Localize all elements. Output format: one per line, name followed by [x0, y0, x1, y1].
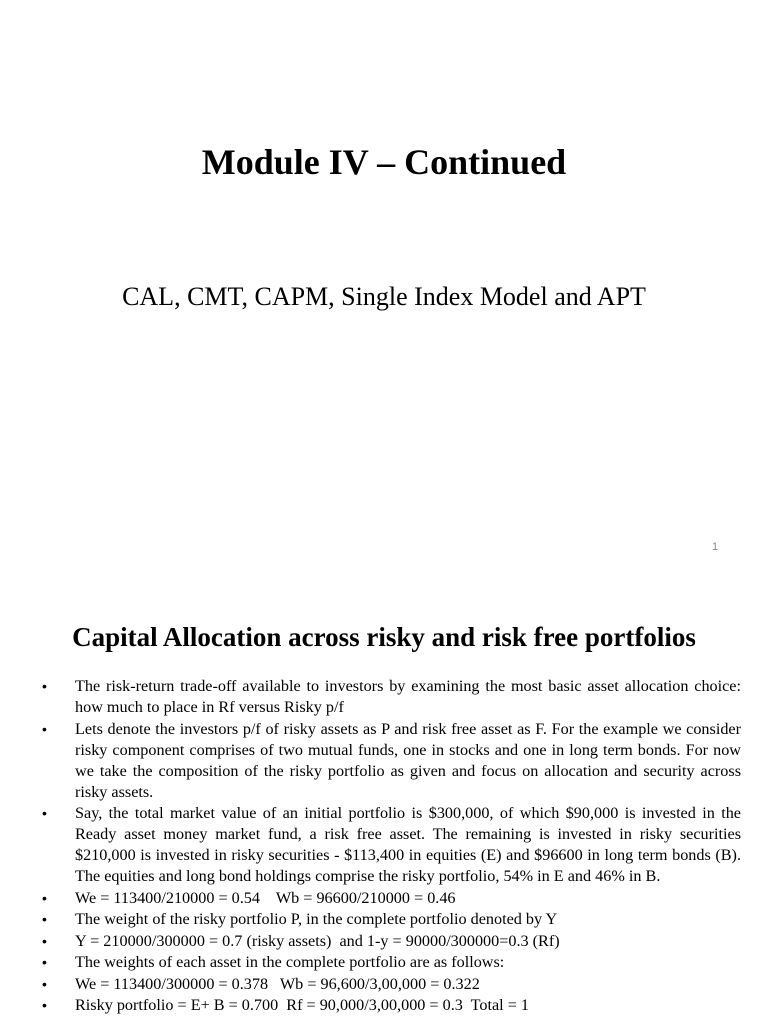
- bullet-item: [42, 974, 741, 995]
- slide-title: Module IV – Continued: [201, 142, 567, 182]
- bullet-text: The risk-return trade-off available to investors by examining the most basic asset allocation choice: how much to place in Rf versus Risky p/f: [75, 677, 741, 716]
- slide-heading: Capital Allocation across risky and risk free portfolios: [72, 622, 696, 652]
- bullet-marker: •: [42, 932, 47, 949]
- bullet-marker: •: [42, 911, 47, 927]
- bullet-item: [42, 995, 741, 1016]
- bullet-marker: •: [42, 975, 47, 992]
- bullet-marker: •: [42, 678, 47, 694]
- slide-2: [0, 576, 768, 1024]
- bullet-item: [42, 803, 741, 887]
- bullet-text: Risky portfolio = E+ B = 0.700 Rf = 90,000/3,00,000 = 0.3 Total = 1: [75, 996, 529, 1014]
- bullet-marker: •: [42, 997, 47, 1013]
- bullet-text: We = 113400/300000 = 0.378 Wb = 96,600/3,00,000 = 0.322: [75, 974, 480, 993]
- bullet-text: The weights of each asset in the complete portfolio are as follows:: [75, 953, 505, 971]
- bullet-marker: •: [42, 954, 47, 970]
- bullet-text: Lets denote the investors p/f of risky assets as P and risk free asset as F. For the example we consider risky component comprises of two mutual funds, one in stocks and one in long term bonds. For now we take the composition of the risky portfolio as given and focus on allocation and security across risky assets.: [75, 719, 741, 801]
- bullet-item: [42, 952, 741, 973]
- bullet-marker: •: [42, 805, 47, 821]
- bullet-marker: •: [42, 720, 47, 737]
- bullet-text: Y = 210000/300000 = 0.7 (risky assets) and 1-y = 90000/300000=0.3 (Rf): [75, 931, 560, 950]
- bullet-marker: •: [42, 889, 47, 906]
- bullet-item: [42, 931, 741, 952]
- bullet-text: The weight of the risky portfolio P, in the complete portfolio denoted by Y: [75, 910, 558, 928]
- bullet-item: [42, 676, 741, 718]
- bullet-item: [42, 719, 741, 803]
- bullet-item: [42, 888, 741, 909]
- bullet-list: [42, 676, 741, 1017]
- slide-subtitle: CAL, CMT, CAPM, Single Index Model and APT: [122, 282, 646, 311]
- slide-page-number: 1: [711, 541, 719, 553]
- bullet-item: [42, 909, 741, 930]
- bullet-text: Say, the total market value of an initial portfolio is $300,000, of which $90,000 is invested in the Ready asset money market fund, a risk free asset. The remaining is invested in risky securities $210,000 is invested in risky securities - $113,400 in equities (E) and $96600 in long term bonds (B). The equities and long bond holdings comprise the risky portfolio, 54% in E and 46% in B.: [75, 804, 741, 885]
- bullet-text: We = 113400/210000 = 0.54 Wb = 96600/210000 = 0.46: [75, 888, 456, 907]
